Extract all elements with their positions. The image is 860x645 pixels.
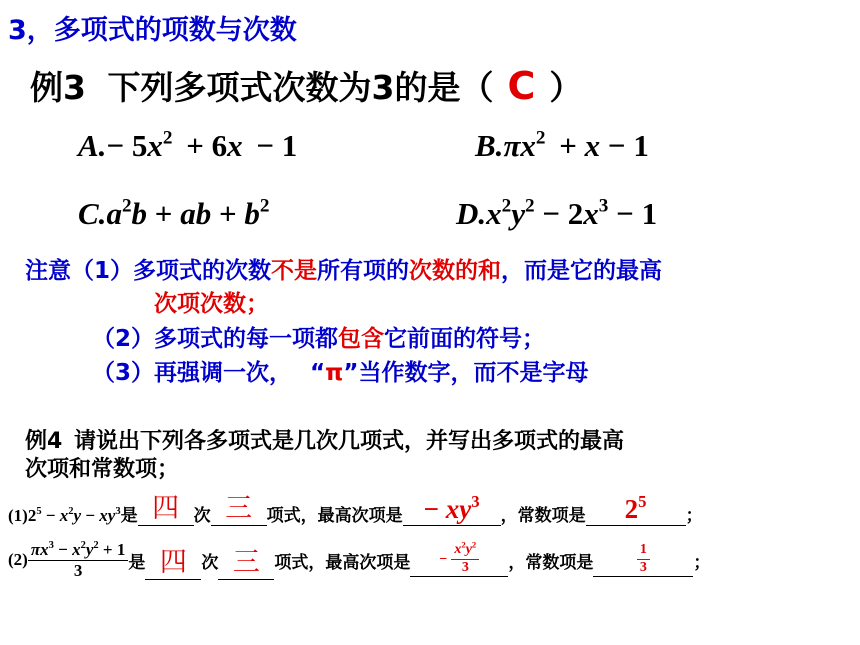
- q1-text: 次: [193, 506, 211, 526]
- q1-top-minus: −: [423, 494, 439, 524]
- note-2: [92, 320, 545, 353]
- q1-const-base: 2: [624, 494, 639, 524]
- q1-text: 项式，最高次项是: [266, 506, 403, 526]
- option-a-term: + 6: [186, 128, 228, 163]
- option-d-term: − 2: [542, 196, 584, 231]
- option-d: [456, 196, 657, 232]
- q1-degree-answer: 四: [152, 493, 180, 524]
- option-d-exp: 2: [525, 195, 535, 217]
- q2-text: 是: [128, 552, 146, 573]
- q1-top-var: xy: [445, 494, 472, 524]
- option-a-var: x: [147, 128, 163, 163]
- question-2: [8, 532, 710, 588]
- option-a-exp: 2: [162, 127, 173, 149]
- example3-text2: 的是（: [394, 68, 494, 107]
- q2-const-den: 3: [639, 560, 647, 575]
- q2-top-minus: −: [439, 551, 448, 567]
- note-emphasis: 包含: [338, 326, 385, 352]
- q1-expression: [8, 506, 121, 526]
- option-c-exp: 2: [121, 195, 132, 217]
- note-text: （: [92, 360, 115, 386]
- note-3: [92, 354, 588, 387]
- example3-heading: [30, 62, 582, 109]
- q2-fraction: [28, 541, 129, 580]
- example3-number: 3: [63, 68, 86, 107]
- note-text: （: [92, 326, 115, 352]
- note-text: 它前面的符号；: [384, 326, 546, 352]
- option-a-term: − 1: [256, 128, 298, 163]
- q1-text: 是: [120, 506, 138, 526]
- q1-top-term-blank: [403, 494, 501, 526]
- note-number: 1: [94, 258, 111, 284]
- example4-number: 4: [47, 429, 63, 454]
- option-c-var: ab: [180, 196, 212, 231]
- q2-text: 次: [201, 552, 219, 573]
- note-number: 2: [115, 326, 132, 352]
- example3-close: ）: [549, 68, 583, 107]
- option-b-term: − 1: [607, 128, 649, 163]
- q2-degree-answer: 四: [159, 547, 187, 578]
- q2-var: x: [72, 539, 81, 559]
- option-d-label: D.: [456, 196, 487, 231]
- example4-heading: [25, 424, 624, 455]
- note-pi: π: [325, 360, 344, 386]
- q1-const-answer: [625, 494, 647, 524]
- example3-answer: C: [507, 64, 536, 108]
- option-b-pi: π: [503, 128, 521, 163]
- q2-const-answer: [637, 543, 650, 575]
- q1-var: y: [73, 506, 82, 525]
- option-c-var: a: [106, 196, 122, 231]
- note-emphasis: 次数的和: [409, 258, 502, 284]
- q1-top-term-answer: [424, 494, 480, 524]
- q1-exp: 3: [115, 506, 121, 518]
- question-1: [8, 486, 703, 526]
- option-d-exp: 3: [598, 195, 609, 217]
- option-a: [78, 128, 297, 164]
- option-c-var: b: [131, 196, 148, 231]
- q1-const-blank: [586, 494, 686, 526]
- q2-numerator: [28, 541, 129, 561]
- q2-var: y: [85, 539, 94, 559]
- q1-terms-blank: [211, 486, 267, 526]
- note-text: 当作数字，而不是字母: [358, 360, 589, 386]
- q1-text: ，常数项是: [500, 506, 586, 526]
- note-text: 注意（: [25, 258, 94, 284]
- option-b-label: B.: [475, 128, 504, 163]
- example4-prefix: 例: [25, 429, 48, 454]
- option-a-label: A.: [78, 128, 107, 163]
- q2-top-exp: 2: [461, 539, 466, 550]
- option-c: [78, 196, 270, 232]
- q2-top-exp: 2: [471, 539, 477, 550]
- example3-number2: 3: [371, 68, 395, 107]
- option-d-term: − 1: [616, 196, 658, 231]
- example4-line2: 次项和常数项；: [25, 457, 180, 482]
- q1-exp: 2: [68, 506, 74, 518]
- q2-label: (2): [8, 550, 28, 569]
- q1-var: xy: [99, 506, 116, 525]
- option-a-var: x: [227, 128, 243, 163]
- q2-pi: π: [30, 539, 41, 559]
- option-d-exp: 2: [501, 195, 512, 217]
- q2-op: −: [58, 539, 68, 559]
- note-quote: “: [310, 360, 326, 386]
- q2-text: ；: [693, 552, 711, 573]
- note-emphasis: 不是: [271, 258, 318, 284]
- option-d-var: x: [583, 196, 599, 231]
- q2-text: ，常数项是: [508, 552, 594, 573]
- q2-top-term-blank: [410, 539, 508, 576]
- q1-terms-answer: 三: [225, 493, 253, 524]
- q2-denominator: 3: [73, 560, 83, 580]
- note-text: 所有项的: [317, 258, 410, 284]
- option-b-term: +: [559, 128, 577, 163]
- note-text: ，而是它的最高: [501, 258, 663, 284]
- q2-top-var: x: [454, 542, 462, 558]
- q2-terms-answer: 三: [232, 547, 260, 578]
- note-quote: ”: [343, 360, 359, 386]
- q1-var: x: [59, 506, 69, 525]
- option-c-var: b: [244, 196, 260, 231]
- option-b-exp: 2: [535, 127, 546, 149]
- q1-text: ；: [685, 506, 703, 526]
- q2-degree-blank: [145, 540, 201, 580]
- option-b-var: x: [584, 128, 601, 163]
- option-c-plus: +: [218, 196, 237, 231]
- note-1: [25, 252, 662, 285]
- q2-top-den: 3: [461, 560, 469, 575]
- example3-prefix: 例: [30, 68, 63, 107]
- q2-top-var: y: [465, 542, 472, 558]
- note-text: ）多项式的次数: [110, 258, 272, 284]
- q2-op: + 1: [102, 539, 126, 559]
- q1-label: (1)2: [8, 506, 37, 525]
- q1-op: −: [45, 506, 56, 525]
- q1-top-exp: 3: [471, 492, 480, 512]
- option-c-label: C.: [78, 196, 107, 231]
- q1-op: −: [85, 506, 96, 525]
- section-title: 3，多项式的项数与次数: [8, 15, 297, 46]
- q1-exp: 5: [36, 506, 42, 518]
- q2-const-blank: [593, 543, 693, 576]
- q2-exp: 2: [93, 539, 99, 551]
- note-1-line2: 次项次数；: [154, 291, 269, 317]
- option-d-var: x: [486, 196, 502, 231]
- option-a-term: − 5: [106, 128, 148, 163]
- option-c-plus: +: [154, 196, 173, 231]
- note-text: ）再强调一次，: [131, 360, 293, 386]
- option-c-exp: 2: [259, 195, 270, 217]
- q2-top-fraction: [451, 539, 479, 575]
- q2-exp: 3: [48, 539, 54, 551]
- q2-exp: 2: [80, 539, 86, 551]
- option-d-var: y: [511, 196, 526, 231]
- q1-degree-blank: [138, 486, 194, 526]
- q2-const-num: 1: [637, 543, 650, 560]
- example3-text: 下列多项式次数为: [107, 68, 372, 107]
- q2-var: x: [40, 539, 49, 559]
- option-b: [475, 128, 649, 164]
- example4-text: 请说出下列各多项式是几次几项式，并写出多项式的最高: [74, 429, 625, 454]
- q1-const-exp: 5: [638, 492, 647, 512]
- q2-text: 项式，最高次项是: [274, 552, 411, 573]
- q2-top-term-answer: [439, 539, 479, 575]
- q2-terms-blank: [218, 540, 274, 580]
- note-number: 3: [115, 360, 132, 386]
- note-text: ）多项式的每一项都: [131, 326, 339, 352]
- option-b-var: x: [520, 128, 536, 163]
